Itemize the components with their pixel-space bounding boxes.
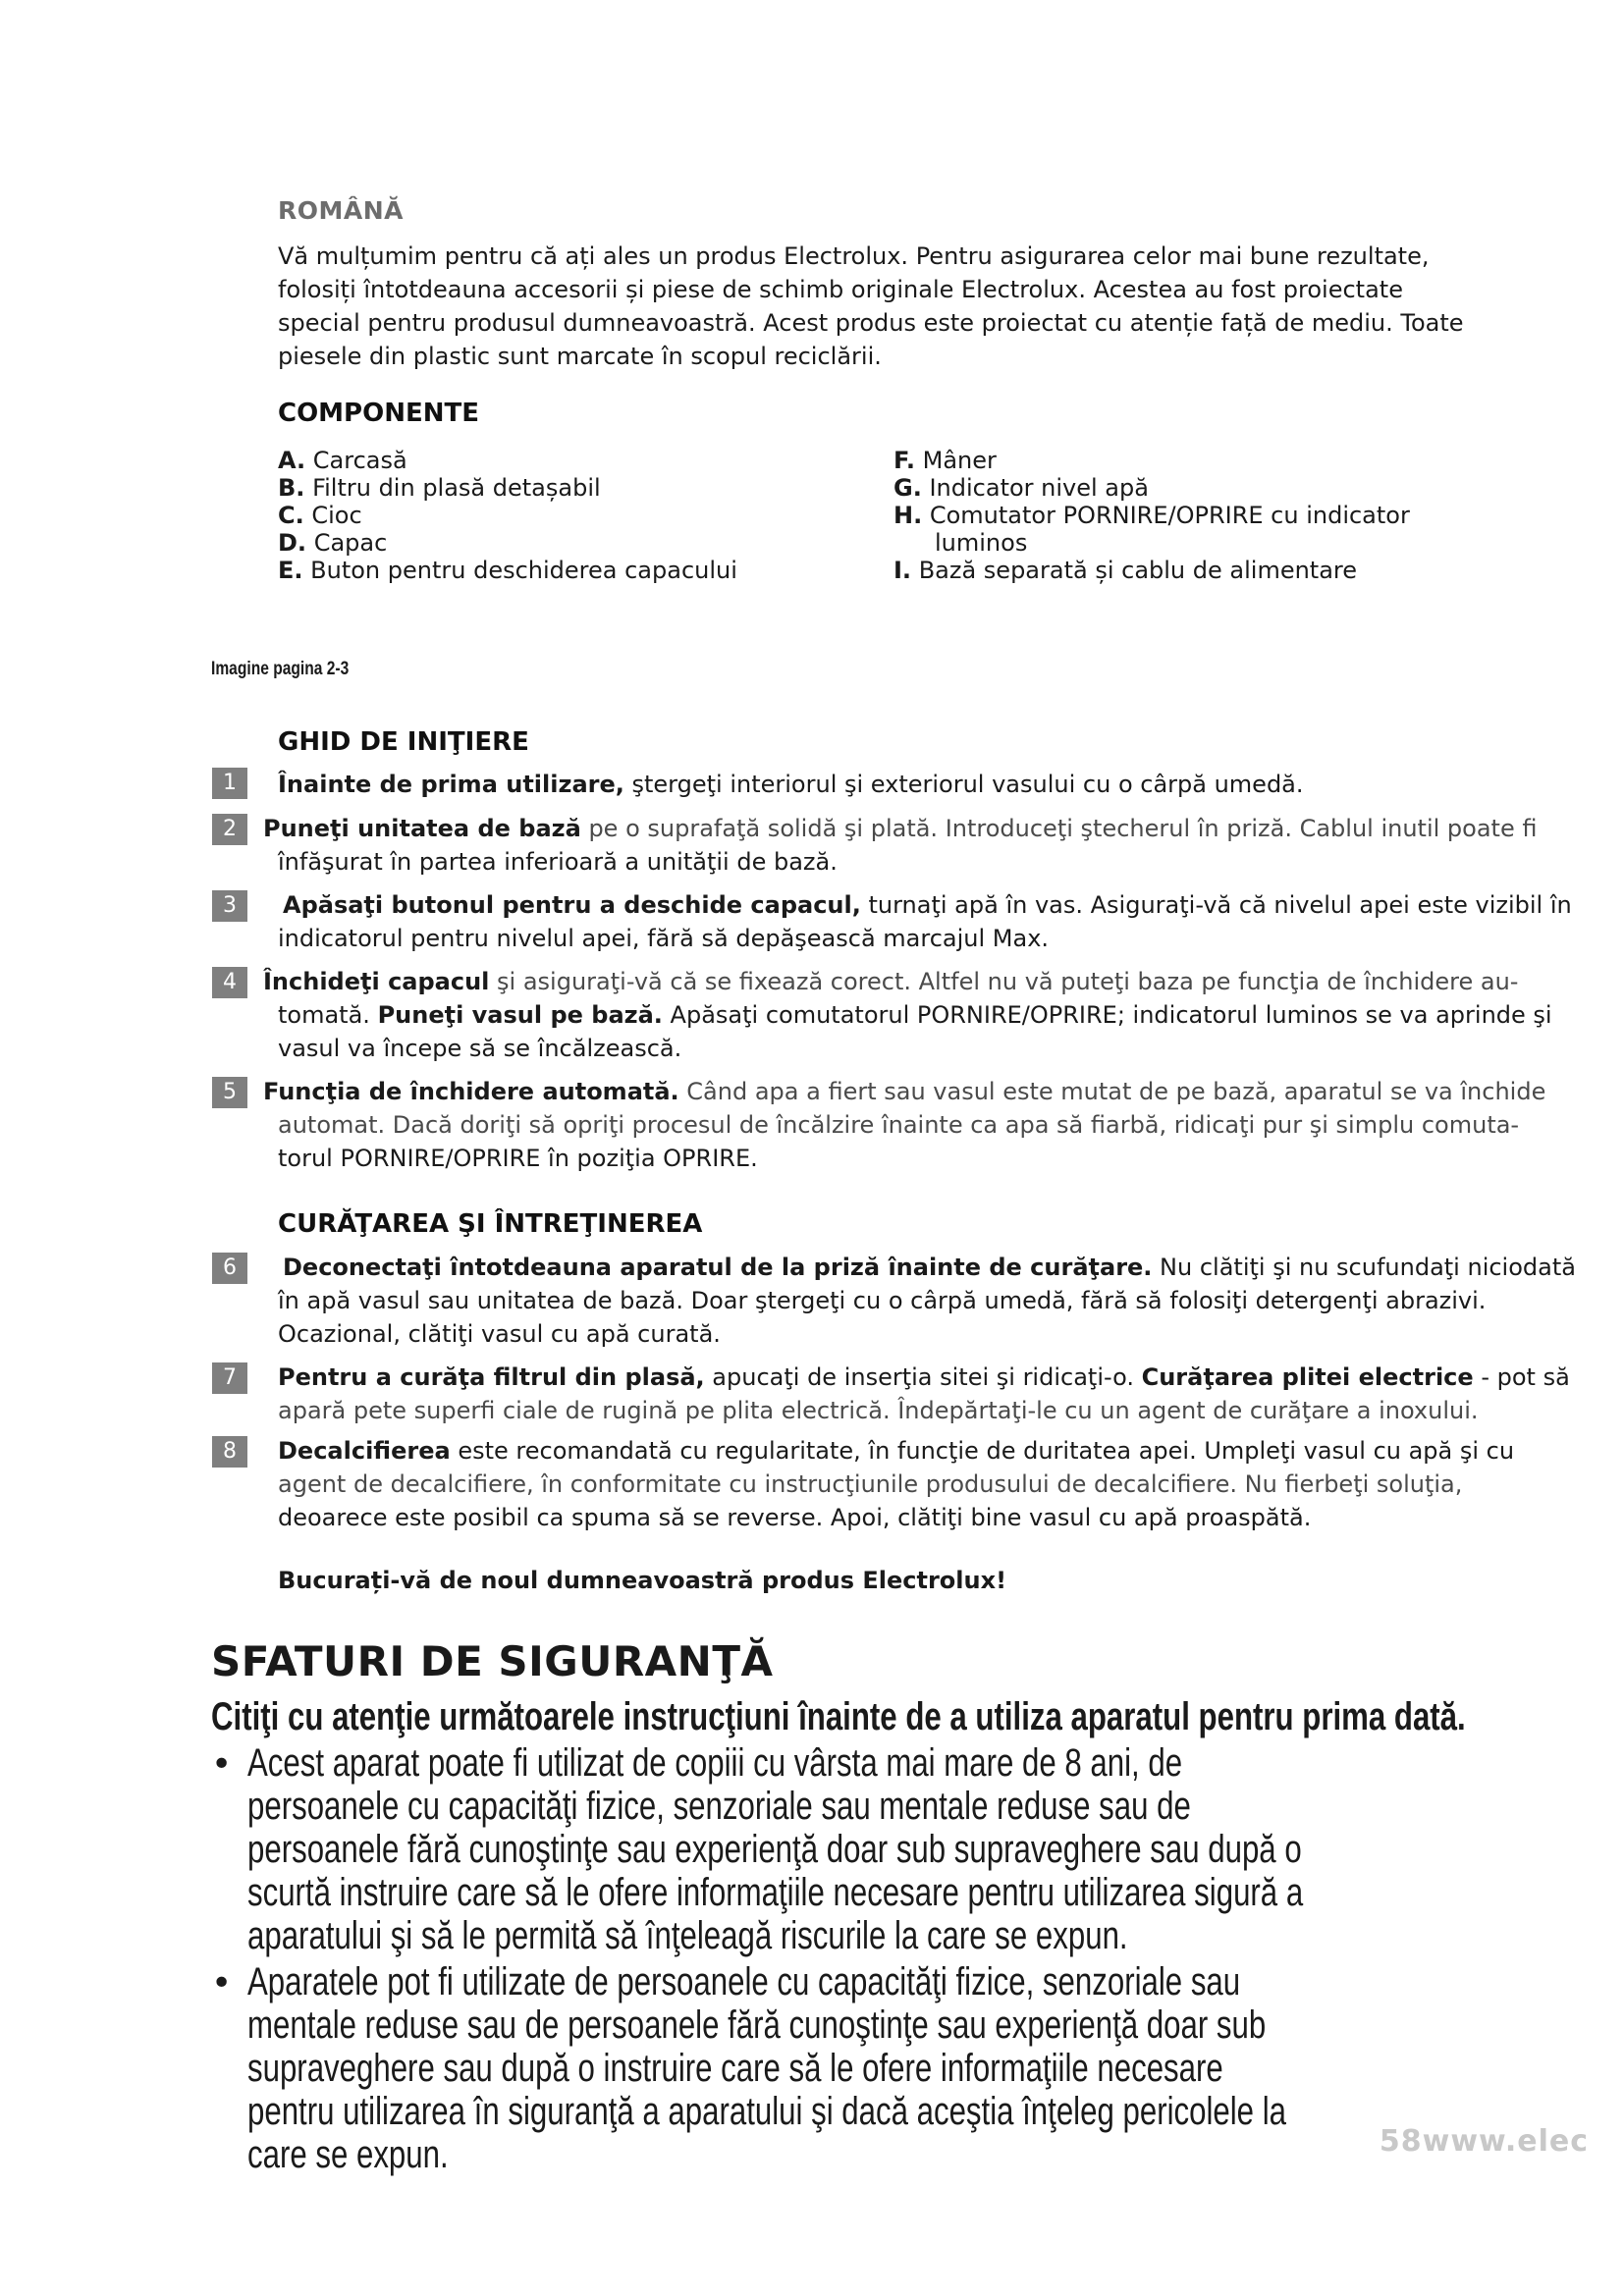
- component-item: F. Mâner: [893, 447, 997, 474]
- guide-step-4-cont: tomată. Puneţi vasul pe bază. Apăsaţi comutatorul PORNIRE/OPRIRE; indicatorul luminos se va aprinde şi: [278, 1001, 1552, 1029]
- step-number: 3: [212, 890, 247, 922]
- components-list-right: [893, 447, 1410, 584]
- component-item: E. Buton pentru deschiderea capacului: [278, 557, 737, 584]
- safety-bullet: Aparatele pot fi utilizate de persoanele cu capacităţi fizice, senzoriale sau mentale reduse sau de persoanele fără cunoştinţe sau experienţă doar sub supraveghere sau după o instruire care să le ofere informaţiile necesare pentru utilizarea în siguranţă a aparatului şi dacă aceştia înţeleg pericolele la care se expun.: [247, 1960, 1286, 2176]
- components-list-left: [278, 447, 737, 584]
- step-number: 7: [212, 1362, 247, 1394]
- component-item: luminos: [935, 529, 1028, 557]
- closing-line: Bucurați-vă de noul dumneavoastră produs Electrolux!: [278, 1567, 1007, 1594]
- guide-step-3: Apăsaţi butonul pentru a deschide capacul, turnaţi apă în vas. Asiguraţi-vă că nivelul apei este vizibil în: [283, 891, 1572, 919]
- component-item: D. Capac: [278, 529, 388, 557]
- cleaning-step-7-cont: apară pete superfi ciale de rugină pe plita electrică. Îndepărtaţi-le cu un agent de curăţare a inoxului.: [278, 1397, 1479, 1424]
- cleaning-heading: CURĂŢAREA ŞI ÎNTREŢINEREA: [278, 1209, 703, 1239]
- intro-paragraph: Vă mulțumim pentru că ați ales un produs Electrolux. Pentru asigurarea celor mai bune rezultate, folosiți întotdeauna accesorii și piese de schimb originale Electrolux. Acestea au fost proiectate special pentru produsul dumneavoastră. Acest produs este proiectat cu atenție față de mediu. Toate piesele din plastic sunt marcate în scopul reciclării.: [278, 242, 1464, 370]
- guide-step-5-cont2: torul PORNIRE/OPRIRE în poziţia OPRIRE.: [278, 1145, 758, 1172]
- step-number: 6: [212, 1253, 247, 1284]
- page-footer: 58www.elec: [1379, 2124, 1589, 2159]
- safety-subtitle: Citiţi cu atenţie următoarele instrucţiuni înainte de a utiliza aparatul pentru prima dată.: [211, 1695, 1466, 1738]
- component-item: H. Comutator PORNIRE/OPRIRE cu indicator: [893, 502, 1410, 529]
- cleaning-step-8-cont: agent de decalcifiere, în conformitate cu instrucţiunile produsului de decalcifiere. Nu fierbeţi soluţia,: [278, 1470, 1463, 1498]
- safety-heading: SFATURI DE SIGURANŢĂ: [211, 1637, 774, 1685]
- step-number: 5: [212, 1077, 247, 1108]
- component-item: G. Indicator nivel apă: [893, 474, 1149, 502]
- cleaning-step-6: Deconectaţi întotdeauna aparatul de la priză înainte de curăţare. Nu clătiţi şi nu scufundaţi niciodată: [283, 1254, 1576, 1281]
- guide-step-2-cont: înfăşurat în partea inferioară a unităţii de bază.: [278, 848, 838, 876]
- image-reference: Imagine pagina 2-3: [211, 659, 350, 679]
- component-item: I. Bază separată și cablu de alimentare: [893, 557, 1358, 584]
- guide-step-5: Funcţia de închidere automată. Când apa a fiert sau vasul este mutat de pe bază, aparatul se va închide: [263, 1078, 1546, 1105]
- step-number: 1: [212, 768, 247, 799]
- step-number: 4: [212, 967, 247, 998]
- bullet-marker: •: [211, 1963, 233, 2003]
- cleaning-step-6-cont2: Ocazional, clătiţi vasul cu apă curată.: [278, 1320, 721, 1348]
- language-heading: ROMÂNĂ: [278, 196, 404, 225]
- component-item: B. Filtru din plasă detașabil: [278, 474, 601, 502]
- guide-step-3-cont: indicatorul pentru nivelul apei, fără să depăşească marcajul Max.: [278, 925, 1050, 952]
- bullet-marker: •: [211, 1744, 233, 1785]
- cleaning-step-7: Pentru a curăţa filtrul din plasă, apucaţi de inserţia sitei şi ridicaţi-o. Curăţarea plitei electrice - pot să: [278, 1363, 1570, 1391]
- guide-step-4-cont2: vasul va începe să se încălzească.: [278, 1035, 682, 1062]
- cleaning-step-6-cont: în apă vasul sau unitatea de bază. Doar ştergeţi cu o cârpă umedă, fără să folosiţi detergenţi abrazivi.: [278, 1287, 1487, 1314]
- step-number: 2: [212, 814, 247, 845]
- cleaning-step-8-cont2: deoarece este posibil ca spuma să se reverse. Apoi, clătiţi bine vasul cu apă proaspătă.: [278, 1504, 1312, 1531]
- component-item: C. Cioc: [278, 502, 362, 529]
- step-number: 8: [212, 1436, 247, 1468]
- guide-step-2: Puneţi unitatea de bază pe o suprafaţă solidă şi plată. Introduceţi ştecherul în priză. Cablul inutil poate fi: [263, 815, 1538, 842]
- safety-bullet: Acest aparat poate fi utilizat de copiii cu vârsta mai mare de 8 ani, de persoanele cu capacităţi fizice, senzoriale sau mentale reduse sau de persoanele fără cunoştinţe sau experienţă doar sub supraveghere sau după o scurtă instruire care să le ofere informaţiile necesare pentru utilizarea sigură a aparatului şi să le permită să înţeleagă riscurile la care se expun.: [247, 1741, 1304, 1957]
- guide-step-1: Înainte de prima utilizare, ştergeţi interiorul şi exteriorul vasului cu o cârpă umedă.: [278, 771, 1304, 798]
- guide-step-4: Închideţi capacul şi asiguraţi-vă că se fixează corect. Altfel nu vă puteţi baza pe funcţia de închidere au-: [263, 968, 1519, 995]
- cleaning-step-8: Decalcifierea este recomandată cu regularitate, în funcţie de duritatea apei. Umpleţi vasul cu apă şi cu: [278, 1437, 1515, 1465]
- component-item: A. Carcasă: [278, 447, 407, 474]
- guide-heading: GHID DE INIŢIERE: [278, 727, 529, 757]
- guide-step-5-cont: automat. Dacă doriţi să opriţi procesul de încălzire înainte ca apa să fiarbă, ridicaţi pur şi simplu comuta-: [278, 1111, 1520, 1139]
- components-heading: COMPONENTE: [278, 399, 479, 428]
